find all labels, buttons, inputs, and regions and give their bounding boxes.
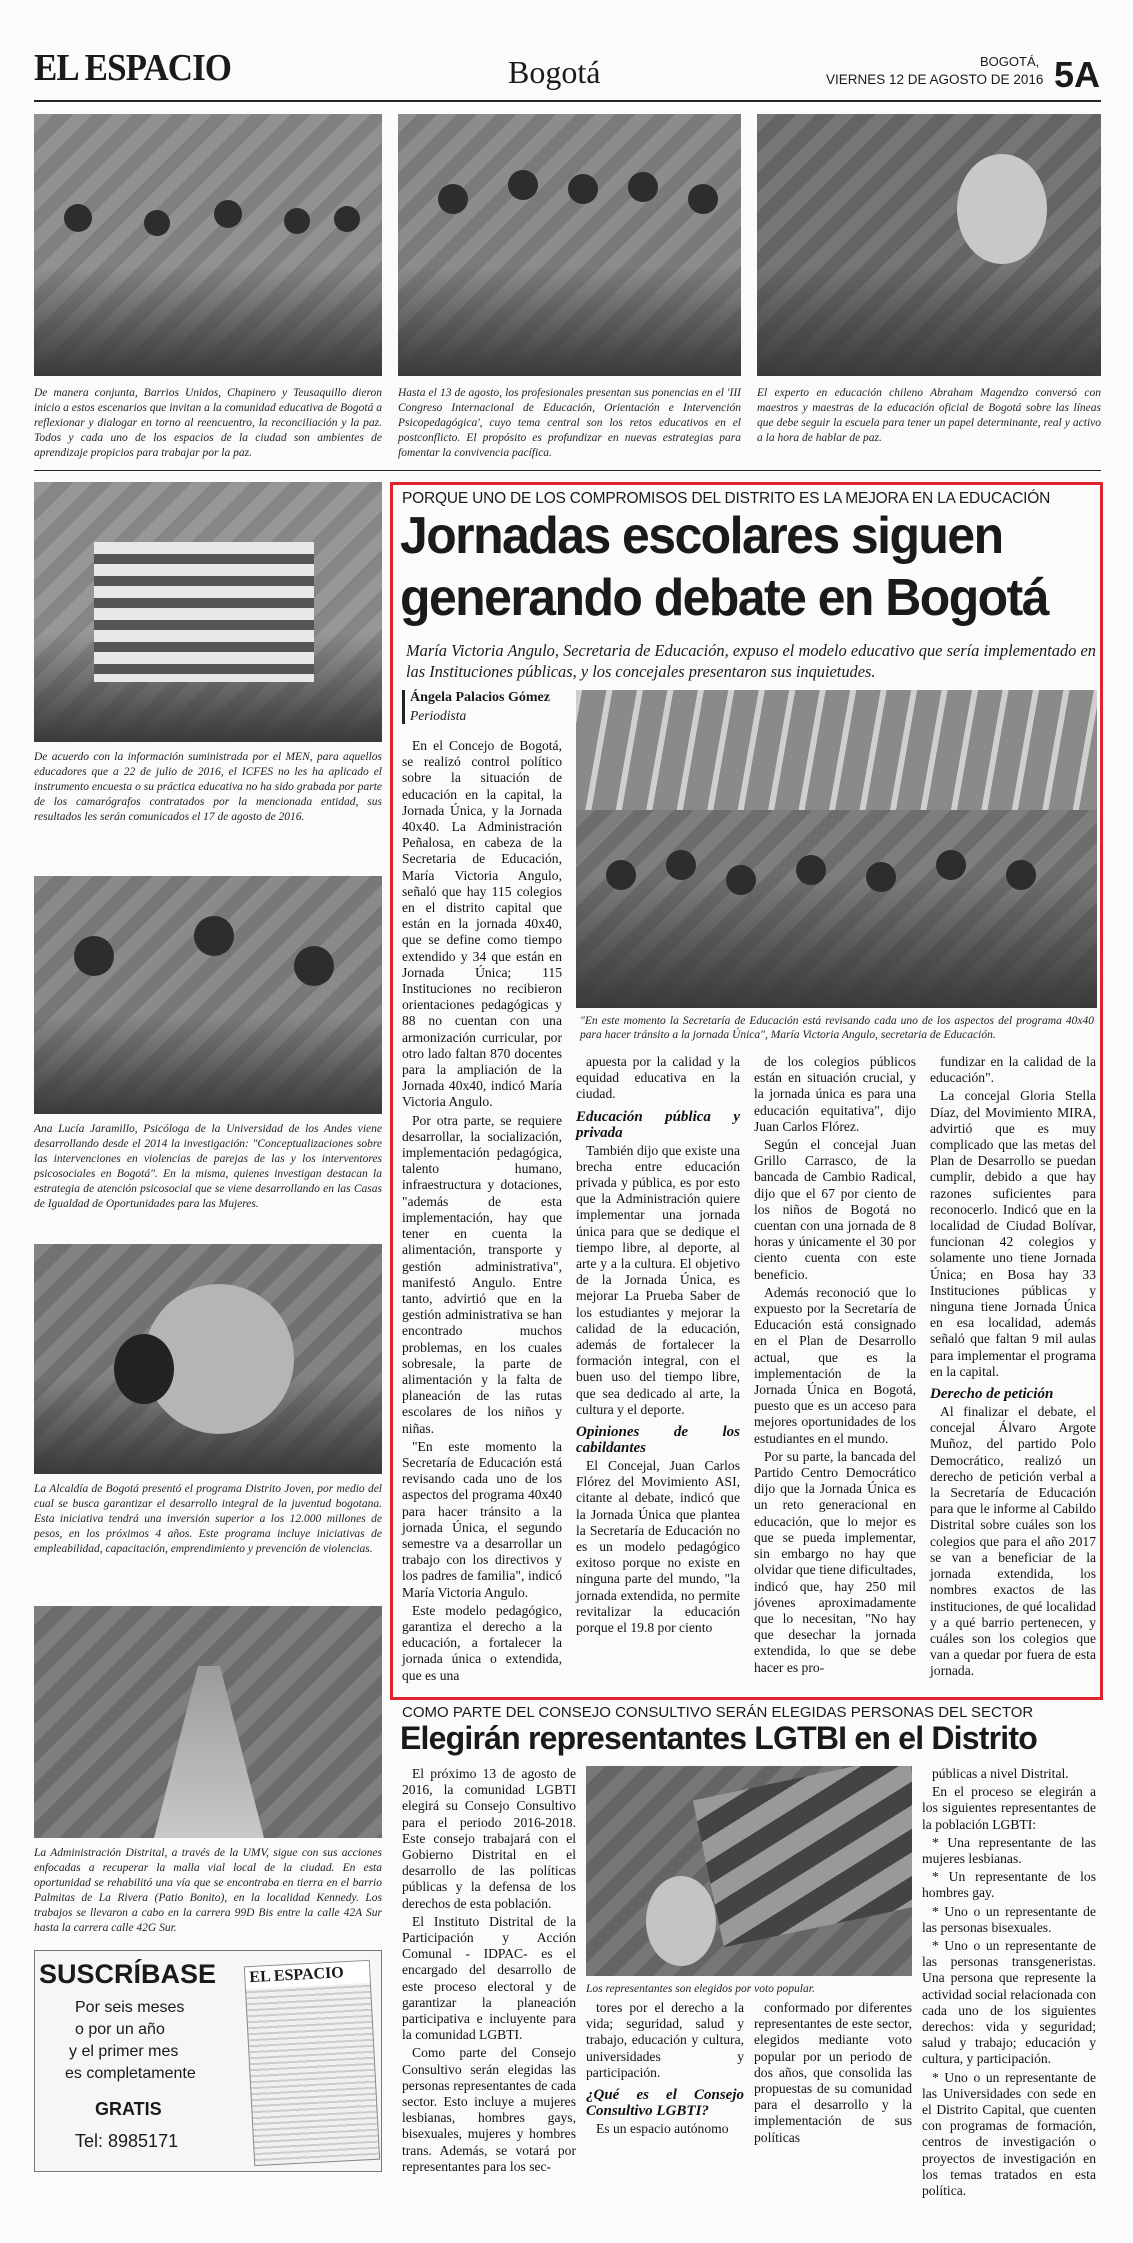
- section-title: Bogotá: [508, 54, 601, 90]
- subscribe-line-3: y el primer mes: [69, 2043, 179, 2060]
- second-photo-flag: [586, 1766, 912, 1976]
- masthead-city: BOGOTÁ,: [980, 54, 1040, 69]
- byline-bar: [402, 690, 405, 724]
- second-kicker: COMO PARTE DEL CONSEJO CONSULTIVO SERÁN ELEGIDAS PERSONAS DEL SECTOR: [402, 1704, 1034, 1721]
- side-caption-1: De acuerdo con la información suministrada por el MEN, para aquellos educadores que a 22 de julio de 2016, el ICFES no les ha aplicado el instrumento encuesta o su práctica educativa no ha sido grabada por parte de los camarógrafos contratados por la mencionada entidad, sus resultados les serán comunicados el 17 de agosto de 2016.: [34, 751, 382, 823]
- mini-newspaper: [244, 1960, 380, 2166]
- subscribe-free: GRATIS: [95, 2099, 162, 2119]
- top-caption-1: De manera conjunta, Barrios Unidos, Chapinero y Teusaquillo dieron inicio a estos escenarios que invitan a la comunidad educativa de Bogotá a reflexionar y dialogar en torno al reencuentro, la reconciliación y la paz. Todos y cada uno de los espacios de la ciudad son ambientes de aprendizaje propicios para trabajar por la paz.: [34, 387, 382, 459]
- main-headline-1: Jornadas escolares siguen: [400, 507, 1003, 565]
- second-col-3: conformado por diferentes representantes de este sector, elegidos mediante voto popular por un periodo de dos años, que consolida las propuestas de su comunidad para el desarrollo y la implementación de sus políticas: [754, 2000, 912, 2145]
- top-photo-2: [398, 114, 741, 376]
- second-headline: Elegirán representantes LGTBI en el Distrito: [400, 1720, 1037, 1756]
- main-deck: María Victoria Angulo, Secretaria de Educación, expuso el modelo educativo que sería implementado en las Instituciones públicas, y los concejales presentaron sus inquietudes.: [406, 641, 1096, 681]
- subscribe-phone[interactable]: Tel: 8985171: [75, 2131, 179, 2151]
- side-caption-3: La Alcaldía de Bogotá presentó el programa Distrito Joven, por medio del cual se busca garantizar el desarrollo integral de la juventud bogotana. Esta iniciativa tendrá una inversión superior a los 12.000 millones de pesos, en los próximos 4 años. Este programa incluye iniciativas de empleabilidad, capacitación, emprendimiento y prevención de violencias.: [34, 1483, 382, 1555]
- page-number: 5A: [1054, 54, 1101, 95]
- subhead-opiniones: Opiniones de los cabildantes: [576, 1424, 740, 1457]
- main-photo-caption: "En este momento la Secretaría de Educación está revisando cada uno de los aspectos del programa 40x40 para hacer tránsito a la jornada Única", María Victoria Angulo, secretaria de Educación.: [580, 1015, 1094, 1041]
- second-col-2: tores por el derecho a la vida; seguridad, salud y trabajo, educación y cultura, universidades y participación. ¿Qué es el Consejo Consultivo LGBTI? Es un espacio autónomo: [586, 2000, 744, 2137]
- side-photo-headphones: [34, 1244, 382, 1474]
- main-col-1: En el Concejo de Bogotá, se realizó control político sobre la situación de educación en la capital, la Jornada Única, y la Jornada 40x40. La Administración Peñalosa, en cabeza de la Secretaria de Educación, María Victoria Angulo, señaló que hay 115 colegios en el distrito capital que están en la jornada 40x40, que se define como tiempo extendido y 34 que están en Jornada Única; 115 Instituciones no recibieron orientaciones pedagógicas y 88 no cuentan con una armonización curricular, por otro lado faltan 870 docentes para la ampliación de la Jornada 40x40, indicó María Victoria Angulo. Por otra parte, se requiere desarrollar, la socialización, implementación pedagógica, talento humano, infraestructura y dotaciones, "además de esta implementación, hay que tener en cuenta la alimentación, transporte y gestión administrativa", manifestó Angulo. Entre tanto, advirtió que en la gestión administrativa se han encontrado muchos problemas, en los cuales sobresale, la parte de alimentación y la falta de planeación de las rutas escolares de los niños y niñas. "En este momento la Secretaría de Educación está revisando cada uno de los aspectos del programa 40x40 para hacer tránsito a la jornada Única, el segundo semestre va a desarrollar un trabajo con los directivos y los padres de familia", indicó María Victoria Angulo. Este modelo pedagógico, garantiza el derecho a la educación, a fortalecer la jornada única o extendida, que es una: [402, 738, 562, 1683]
- main-kicker: PORQUE UNO DE LOS COMPROMISOS DEL DISTRITO ES LA MEJORA EN LA EDUCACIÓN: [402, 490, 1051, 507]
- side-caption-2: Ana Lucía Jaramillo, Psicóloga de la Universidad de los Andes viene desarrollando desde el 2014 la investigación: "Conceptualizaciones sobre las intervenciones en violencias de parejas de las y los interventores psicosociales en Bogotá". En la misma, quienes investigan destacan la estrategia de atención psicosocial que se viene desarrollando en las Casas de Igualdad de Oportunidades para las Mujeres.: [34, 1123, 382, 1210]
- top-caption-2: Hasta el 13 de agosto, los profesionales presentan sus ponencias en el 'III Congreso Internacional de Educación, Orientación e Intervención Psicopedagógica', cuyo tema central son los retos educativos en el postconflicto. El propósito es profundizar en nuevas estrategias para fomentar la convivencia pacífica.: [398, 387, 741, 459]
- byline-role: Periodista: [410, 708, 467, 723]
- subscribe-line-2: o por un año: [75, 2021, 165, 2038]
- main-col-3: de los colegios públicos están en situación crucial, y la jornada única es para una educación equitativa", dijo Juan Carlos Flórez. Según el concejal Juan Grillo Carrasco, de la bancada de Cambio Radical, dijo que el 67 por ciento de los niños de Bogotá no cuentan con una jornada de 8 horas y únicamente el 30 por ciento cuenta con este beneficio. Además reconoció que lo expuesto por la Secretaría de Educación está consignado en el Plan de Desarrollo actual, que es la implementación de la Jornada Única en Bogotá, puesto que es un acceso para mejores oportunidades de los estudiantes en el mundo. Por su parte, la bancada del Partido Centro Democrático dijo que la Jornada Única es un reto generacional en educación, que lo mejor es que se pueda implementar, sin embargo no hay que olvidar que tiene dificultades, indicó que, hay 250 mil jóvenes aproximadamente que lo necesitan, "No hay que desechar la jornada extendida, lo que se debe hacer es pro-: [754, 1054, 916, 1675]
- side-photo-workshop: [34, 876, 382, 1114]
- masthead-rule: [34, 100, 1101, 102]
- subscribe-line-1: Por seis meses: [75, 1999, 185, 2016]
- side-caption-4: La Administración Distrital, a través de la UMV, sigue con sus acciones enfocadas a recuperar la malla vial local de la ciudad. En esta oportunidad se rehabilitó una vía que se encontraba en tierra en el barrio Palmitas de La Rivera (Patio Bonito), en la localidad Kennedy. Los trabajos se llevaron a cabo en la carrera 99D Bis entre la calle 42A Sur hasta la carrera calle 42G Sur.: [34, 1847, 382, 1934]
- main-col-2: apuesta por la calidad y la equidad educativa en la ciudad. Educación pública y privada También dijo que existe una brecha entre educación privada y pública, es por esto que la Administración quiere implementar una jornada única para que se dedique el tiempo libre, al deporte, al arte y a la cultura. El objetivo de la Jornada Única, es mejorar La Prueba Saber de los estudiantes y mejorar la calidad de la educación, además de fortalecer la formación integral, con el buen uso del tiempo libre, que sea dedicado al arte, la cultura y el deporte. Opiniones de los cabildantes El Concejal, Juan Carlos Flórez del Movimiento ASI, citante al debate, indicó que la Jornada Única que plantea la Secretaría de Educación no es un modelo pedagógico exitoso porque no existe en ninguna parte del mundo, "la jornada extendida, no permite revitalizar la educación porque el 19.8 por ciento: [576, 1054, 740, 1636]
- top-photo-1: [34, 114, 382, 376]
- subscribe-line-4: es completamente: [65, 2065, 196, 2082]
- masthead-date: VIERNES 12 DE AGOSTO DE 2016: [826, 72, 1044, 87]
- main-photo-students: [576, 690, 1097, 1008]
- side-photo-street: [34, 1606, 382, 1838]
- main-col-4: fundizar en la calidad de la educación". La concejal Gloria Stella Díaz, del Movimiento MIRA, advirtió que es muy complicado que las metas del Plan de Desarrollo se puedan cumplir, debido a que hay razones suficientes para reconocerlo. Indicó que en la localidad de Ciudad Bolívar, funcionan 42 colegios y solamente uno tiene Jornada Única; en Bosa hay 33 Instituciones públicas y ninguna tiene Jornada Única en esa localidad, además señaló que faltan 9 mil aulas para implementar el programa en la capital. Derecho de petición Al finalizar el debate, el concejal Álvaro Argote Muñoz, del partido Polo Democrático, realizó un derecho de petición verbal a la Secretaría de Educación para que le informe al Cabildo Distrital sobre cuáles son los colegios que para el año 2017 se van a beneficiar de la jornada extendida, los nombres exactos de las instituciones, de qué localidad y a qué barrio pertenecen, y cuáles son los colegios que van a quedar por fuera de esta jornada.: [930, 1054, 1096, 1679]
- subhead-educacion: Educación pública y privada: [576, 1108, 740, 1141]
- second-col-4: públicas a nivel Distrital. En el proceso se elegirán a los siguientes representantes de la población LGBTI: * Una representante de las mujeres lesbianas. * Un representante de los hombres gay. * Uno o un representante de las personas bisexuales. * Uno o un representante de las personas transgeneristas. Una persona que represente la actividad social relacionada con cada uno de los siguientes derechos: vida y seguridad; salud y trabajo; educación y cultura, y participación. * Uno o un representante de las Universidades con sede en el Distrito Capital, que cuenten con programas de formación, centros de investigación o proyectos de investigación en los temas tratados en esta política.: [922, 1766, 1096, 2199]
- subscribe-title: SUSCRÍBASE: [39, 1959, 217, 1989]
- subhead-consejo: ¿Qué es el Consejo Consultivo LGBTI?: [586, 2087, 744, 2120]
- top-photo-3: [757, 114, 1101, 376]
- subhead-derecho: Derecho de petición: [930, 1386, 1054, 1403]
- top-caption-3: El experto en educación chileno Abraham Magendzo conversó con maestros y maestras de la educación oficial de Bogotá sobre las líneas que debe seguir la escuela para tener un papel determinante, real y activo a la hora de hablar de paz.: [757, 387, 1101, 444]
- byline-name: Ángela Palacios Gómez: [410, 690, 550, 705]
- second-col-1: El próximo 13 de agosto de 2016, la comunidad LGBTI elegirá su Consejo Consultivo para el periodo 2016-2018. Este consejo trabajará con el Gobierno Distrital en el desarrollo de las políticas públicas y la defensa de los derechos de esta población. El Instituto Distrital de la Participación y Acción Comunal - IDPAC- es el encargado del desarrollo de este proceso electoral y de garantizar la planeación participativa e incluyente para la comunidad LGBTI. Como parte del Consejo Consultivo serán elegidas las personas representantes de cada sector. Esto incluye a mujeres lesbianas, hombres gays, bisexuales, mujeres y hombres trans. Además, se votará por representantes para los sec-: [402, 1766, 576, 2174]
- subscribe-box[interactable]: [34, 1950, 382, 2172]
- main-headline-2: generando debate en Bogotá: [400, 569, 1048, 627]
- masthead-logo: EL ESPACIO: [34, 47, 232, 89]
- side-photo-building: [34, 482, 382, 742]
- top-section-rule: [34, 470, 1101, 471]
- second-photo-caption: Los representantes son elegidos por voto popular.: [586, 1983, 815, 1995]
- mini-newspaper-logo: EL ESPACIO: [245, 1961, 370, 1989]
